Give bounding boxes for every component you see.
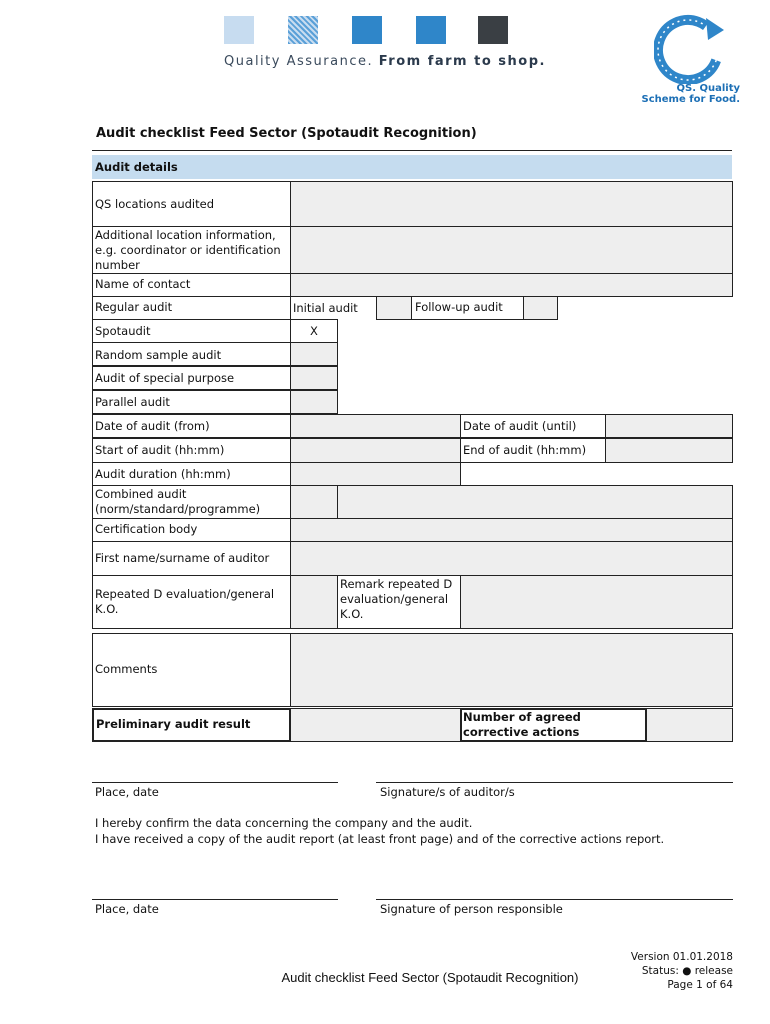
regular-audit-label: Regular audit: [95, 300, 173, 314]
footer-page: Page 1 of 64: [667, 979, 733, 991]
auditor-signature-label: Signature/s of auditor/s: [380, 785, 515, 799]
document-title: Audit checklist Feed Sector (Spotaudit Recognition): [96, 126, 477, 141]
footer-version: Version 01.01.2018: [630, 951, 733, 963]
qs-locations-label: QS locations audited: [95, 197, 214, 211]
start-audit-field[interactable]: [290, 438, 461, 463]
section-audit-details: Audit details: [92, 155, 732, 179]
remark-repeated-d-label: Remark repeated D evaluation/general K.O.: [340, 577, 453, 621]
title-rule: [92, 150, 732, 151]
num-corrective-label: Number of agreed corrective actions: [463, 710, 581, 739]
auditor-name-field[interactable]: [290, 541, 733, 576]
random-sample-checkbox[interactable]: [290, 342, 338, 366]
footer-status: Status: ● release: [641, 965, 733, 977]
place-date-label-2: Place, date: [95, 902, 159, 916]
date-until-field[interactable]: [605, 414, 733, 438]
brand-square-4: [416, 16, 446, 44]
followup-audit-label: Follow-up audit: [415, 300, 503, 314]
footer-title: Audit checklist Feed Sector (Spotaudit Recognition): [281, 970, 579, 985]
place-date-line-1: [92, 782, 338, 783]
logo-text: QS. Quality Scheme for Food.: [641, 83, 740, 105]
comments-label: Comments: [95, 662, 158, 676]
confirm-line-2: I have received a copy of the audit report (at least front page) and of the corrective actions report.: [95, 832, 665, 846]
additional-info-field[interactable]: [290, 226, 733, 274]
duration-field[interactable]: [290, 462, 461, 486]
combined-audit-field[interactable]: [337, 485, 733, 519]
prelim-result-label: Preliminary audit result: [96, 717, 251, 731]
repeated-d-field[interactable]: [290, 575, 338, 629]
auditor-signature-line: [376, 782, 733, 783]
combined-audit-label: Combined audit (norm/standard/programme): [95, 487, 261, 516]
combined-audit-checkbox[interactable]: [290, 485, 338, 519]
repeated-d-label: Repeated D evaluation/general K.O.: [95, 587, 275, 616]
tagline: Quality Assurance. From farm to shop.: [224, 54, 546, 69]
auditor-name-label: First name/surname of auditor: [95, 551, 270, 565]
brand-square-3: [352, 16, 382, 44]
special-purpose-checkbox[interactable]: [290, 366, 338, 390]
brand-square-1: [224, 16, 254, 44]
special-purpose-label: Audit of special purpose: [95, 371, 235, 385]
spotaudit-label: Spotaudit: [95, 324, 151, 338]
name-contact-field[interactable]: [290, 273, 733, 297]
brand-square-2: [288, 16, 318, 44]
start-audit-label: Start of audit (hh:mm): [95, 443, 225, 457]
followup-audit-checkbox[interactable]: [523, 296, 558, 320]
qs-locations-field[interactable]: [290, 181, 733, 227]
spotaudit-mark: X: [310, 324, 318, 338]
place-date-line-2: [92, 899, 338, 900]
end-audit-field[interactable]: [605, 438, 733, 463]
brand-square-5: [478, 16, 508, 44]
parallel-audit-label: Parallel audit: [95, 395, 170, 409]
qs-logo-icon: [654, 14, 726, 84]
duration-label: Audit duration (hh:mm): [95, 467, 231, 481]
responsible-signature-line: [376, 899, 733, 900]
additional-info-label: Additional location information, e.g. coordinator or identification number: [95, 228, 281, 272]
initial-audit-checkbox[interactable]: [376, 296, 412, 320]
name-contact-label: Name of contact: [95, 277, 191, 291]
date-from-label: Date of audit (from): [95, 419, 210, 433]
responsible-signature-label: Signature of person responsible: [380, 902, 563, 916]
footer-meta: [580, 950, 733, 992]
remark-repeated-d-field[interactable]: [460, 575, 733, 629]
cert-body-label: Certification body: [95, 522, 198, 536]
date-until-label: Date of audit (until): [463, 419, 577, 433]
confirm-line-1: I hereby confirm the data concerning the company and the audit.: [95, 816, 473, 830]
place-date-label-1: Place, date: [95, 785, 159, 799]
comments-field[interactable]: [290, 633, 733, 707]
num-corrective-field[interactable]: [646, 708, 733, 742]
initial-audit-label: Initial audit: [293, 301, 358, 315]
date-from-field[interactable]: [290, 414, 461, 438]
random-sample-label: Random sample audit: [95, 348, 222, 362]
prelim-result-field[interactable]: [290, 708, 461, 742]
cert-body-field[interactable]: [290, 518, 733, 542]
end-audit-label: End of audit (hh:mm): [463, 443, 587, 457]
parallel-audit-checkbox[interactable]: [290, 390, 338, 414]
